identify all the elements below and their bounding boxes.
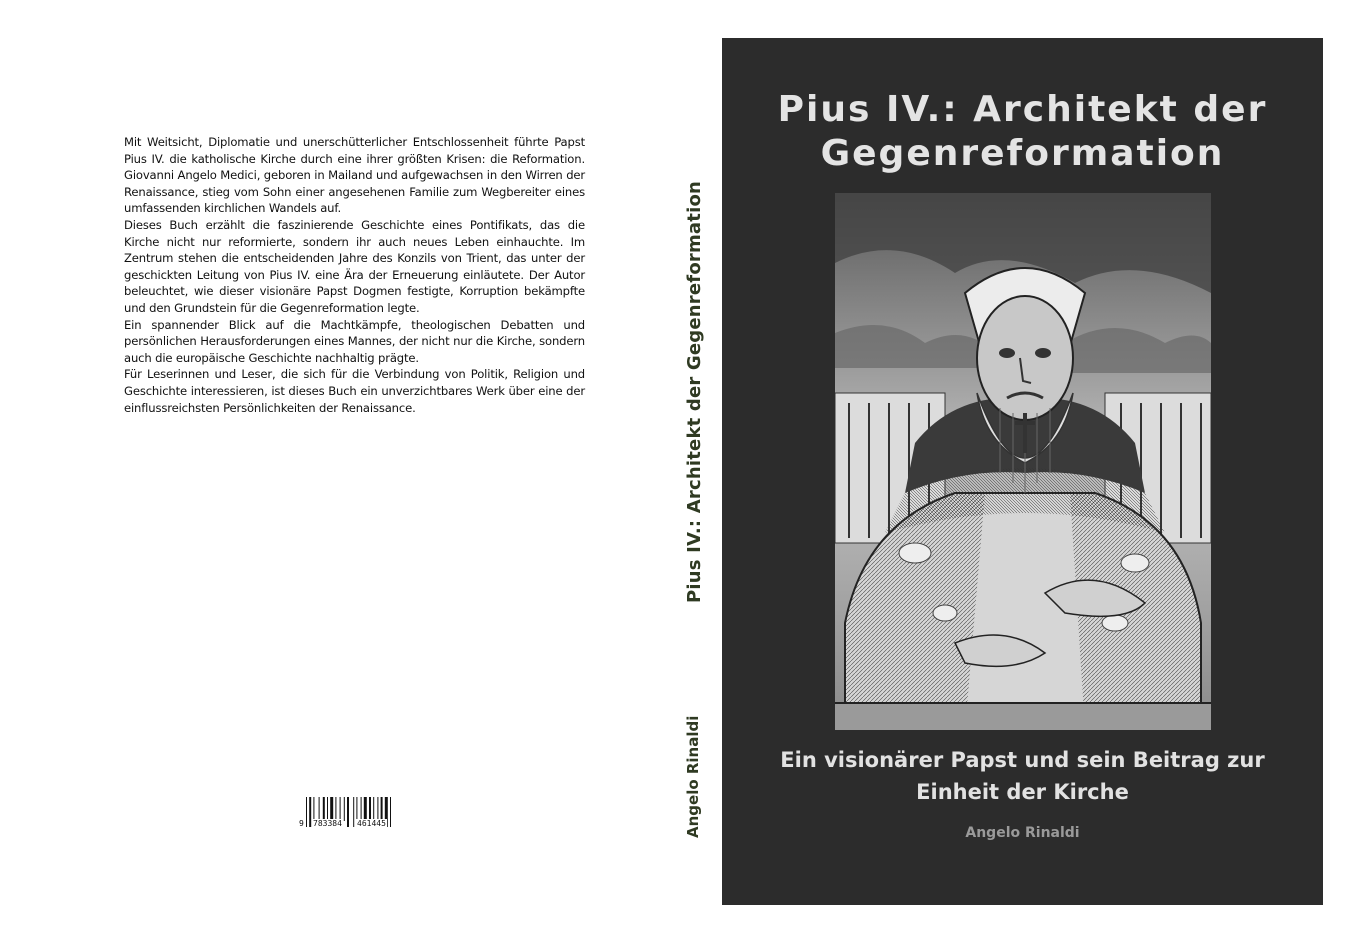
blurb-paragraph-1: Mit Weitsicht, Diplomatie und unerschütterlicher Entschlossenheit führte Papst Pius IV. die katholische Kirche durch eine ihrer größten Krisen: die Reformation. Giovanni Angelo Medici, geboren in Mailand und aufgewachsen in den Wirren der Renaissance, stieg vom Sohn einer angesehenen Familie zum Wegbereiter eines umfassenden kirchlichen Wandels auf. xyxy=(124,135,585,216)
barcode-digits xyxy=(298,819,406,831)
front-cover-title xyxy=(722,88,1323,176)
pope-portrait-illustration xyxy=(835,193,1211,730)
blurb-paragraph-3: Ein spannender Blick auf die Machtkämpfe, theologischen Debatten und persönlichen Herausforderungen eines Mannes, der nicht nur die Kirche, sondern auch die europäische Geschichte nachhaltig prägte. xyxy=(124,317,585,365)
barcode-lead-digit: 9 xyxy=(299,819,304,828)
blurb-paragraph-2: Dieses Buch erzählt die faszinierende Geschichte eines Pontifikats, das die Kirche nicht nur reformierte, sondern ihr auch neues Leben einhauchte. Im Zentrum stehen die entscheidenden Jahre des Konzils von Trient, das unter der geschickten Leitung von Pius IV. eine Ära der Erneuerung einläutete. Der Autor beleuchtet, wie dieser visionäre Papst Dogmen festigte, Korruption bekämpfte und den Grundstein für die Gegenreformation legte. xyxy=(124,217,585,315)
front-cover-author: Angelo Rinaldi xyxy=(965,825,1080,841)
back-cover-blurb xyxy=(124,134,585,416)
front-cover-subtitle xyxy=(722,744,1323,808)
barcode-left-digits: 783384 xyxy=(313,819,342,828)
front-subtitle-line-2: Einheit der Kirche xyxy=(916,780,1129,804)
portrait-engraving xyxy=(835,193,1211,730)
front-subtitle-line-1: Ein visionärer Papst und sein Beitrag zur xyxy=(780,748,1265,772)
back-cover xyxy=(0,0,660,944)
front-title-line-2: Gegenreformation xyxy=(820,133,1225,174)
front-title-line-1: Pius IV.: Architekt der xyxy=(777,89,1268,130)
isbn-barcode xyxy=(298,797,406,831)
front-cover xyxy=(722,38,1323,905)
spine-title: Pius IV.: Architekt der Gegenreformation xyxy=(684,180,705,603)
blurb-paragraph-4: Für Leserinnen und Leser, die sich für die Verbindung von Politik, Religion und Geschichte interessieren, ist dieses Buch ein unverzichtbares Werk über eine der einflussreichsten Persönlichkeiten der Renaissance. xyxy=(124,367,585,415)
spine-author: Angelo Rinaldi xyxy=(684,715,702,838)
barcode-right-digits: 461445 xyxy=(357,819,386,828)
